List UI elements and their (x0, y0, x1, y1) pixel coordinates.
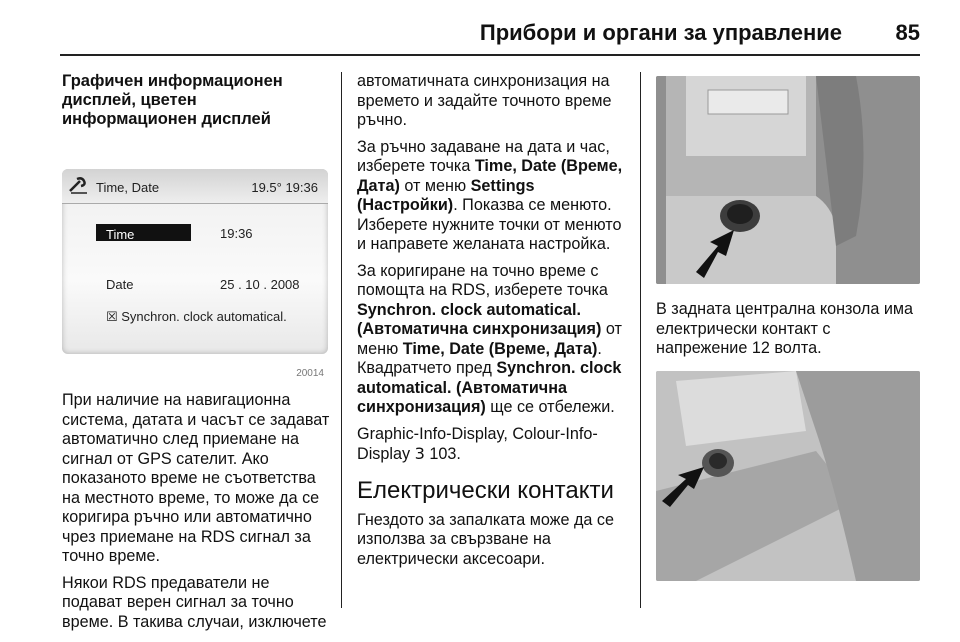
text: За ръчно задаване на дата и час, изберете точка (357, 137, 610, 175)
paragraph: автоматичната синхронизация на времето и задайте точното време ръчно. (357, 72, 612, 129)
menu-item-ref: Time, Date (Време, Дата) (357, 157, 623, 195)
paragraph: При наличие на навигационна система, датата и часът се задават автоматично след приемане на сигнал от GPS сателит. Ако показаното време не съответства на местното време, то може да се коригира ръчно или автоматично чрез приемане на RDS сигнал за точно време. (62, 391, 330, 565)
text: . Показва се менюто. Изберете нужните точки от менюто и направете желаната настройка. (357, 196, 622, 253)
socket-illustration (656, 76, 920, 284)
paragraph: Гнездото за запалката може да се използва за свързване на електрически аксесоари. (357, 510, 615, 568)
section-heading: Електрически контакти (357, 476, 614, 504)
column-3 (656, 300, 926, 581)
text: Graphic-Info-Display, Colour-Info-Display (357, 424, 598, 463)
column-1 (62, 72, 330, 639)
info-display-figure (62, 169, 328, 383)
text: . Квадратчето пред (357, 339, 602, 377)
column-2 (357, 72, 629, 576)
paragraph: В задната централна конзола има електрически контакт с напрежение 12 волта. (656, 300, 914, 357)
menu-ref: Settings (Настройки) (357, 176, 535, 214)
paragraph (357, 425, 629, 465)
display-topbar (62, 169, 328, 204)
menu-item-ref: Synchron. clock automatical. (Автоматична синхронизация) (357, 300, 602, 338)
rear-socket-photo (656, 371, 920, 581)
header-title: Прибори и органи за управление (479, 20, 842, 45)
paragraph (357, 138, 629, 255)
paragraph: Някои RDS предаватели не подават верен сигнал за точно време. В такива случаи, изключете (62, 573, 327, 631)
figure-code: 20014 (296, 367, 324, 379)
text: от меню (399, 176, 471, 195)
time-label: Time (106, 227, 135, 242)
time-value: 19:36 (220, 226, 253, 241)
rear-socket-illustration (656, 371, 920, 581)
page-ref-icon[interactable]: 3 (414, 444, 425, 463)
console-socket-photo (656, 76, 920, 284)
menu-ref: Time, Date (Време, Дата) (402, 339, 598, 358)
page-ref-number: 103. (424, 445, 461, 463)
settings-wrench-icon (68, 177, 90, 195)
column-divider (341, 72, 342, 608)
display-title: Time, Date (96, 180, 160, 195)
page-number: 85 (895, 20, 920, 45)
column-divider (640, 72, 641, 608)
sync-checkbox-label: ☒ Synchron. clock automatical. (106, 309, 287, 324)
time-row-selected (96, 224, 191, 241)
page-header (60, 14, 920, 56)
text: от меню (357, 320, 622, 358)
paragraph (357, 262, 629, 418)
display-screen (62, 169, 328, 354)
display-temp-time: 19.5° 19:36 (251, 180, 318, 195)
section-title: Графичен информационен дисплей, цветен информационен дисплей (62, 72, 283, 128)
text: За коригиране на точно време с помощта на RDS, изберете точка (357, 261, 608, 299)
date-value: 25 . 10 . 2008 (220, 277, 300, 292)
date-label: Date (106, 277, 134, 292)
text: ще се отбележи. (485, 398, 615, 416)
menu-item-ref: Synchron. clock automatical. (Автоматична синхронизация) (357, 359, 622, 416)
